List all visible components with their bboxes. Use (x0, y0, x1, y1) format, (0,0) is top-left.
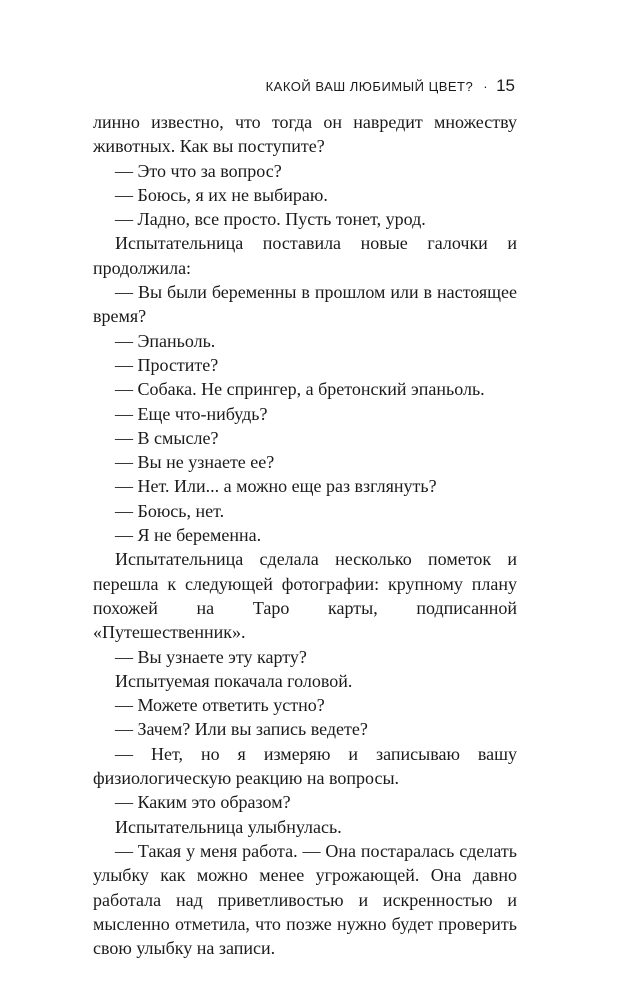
dialogue-line: — Эпаньоль. (115, 330, 216, 351)
paragraph-continuation: линно известно, что тогда он навредит множеству животных. Как вы поступите? (93, 112, 517, 157)
narrative-paragraph: Испытательница сделала несколько пометок и перешла к следующей фотографии: крупному плану похожей на Таро карты, подписанной «Путешественник». (93, 549, 517, 643)
running-header (266, 76, 515, 96)
page-number: 15 (496, 76, 515, 95)
narrative-paragraph: Испытуемая покачала головой. (115, 670, 353, 691)
dialogue-line: — Такая у меня работа. — Она постаралась сделать улыбку как можно менее угрожающей. Она давно работала над приветливостью и искренностью и мысленно отметила, что позже нужно будет проверить свою улыбку на записи. (93, 840, 517, 959)
dialogue-line: — Собака. Не спрингер, а бретонский эпаньоль. (115, 379, 485, 400)
narrative-paragraph: Испытательница улыбнулась. (115, 816, 342, 837)
narrative-paragraph: Испытательница поставила новые галочки и продолжила: (93, 233, 517, 278)
dialogue-line: — Нет, но я измеряю и записываю вашу физиологическую реакцию на вопросы. (93, 743, 517, 789)
dialogue-line: — В смысле? (115, 427, 219, 448)
dialogue-line: — Еще что-нибудь? (115, 403, 268, 424)
running-title: КАКОЙ ВАШ ЛЮБИМЫЙ ЦВЕТ? (265, 79, 474, 94)
dialogue-line: — Вы были беременны в прошлом или в настоящее время? (93, 282, 517, 327)
dialogue-line: — Ладно, все просто. Пусть тонет, урод. (115, 209, 426, 230)
dialogue-line: — Каким это образом? (115, 792, 291, 813)
dialogue-line: — Вы не узнаете ее? (115, 452, 275, 473)
header-separator: · (483, 79, 489, 94)
dialogue-line: — Боюсь, я их не выбираю. (115, 184, 328, 205)
dialogue-line: — Я не беременна. (115, 525, 262, 546)
dialogue-line: — Простите? (115, 354, 219, 375)
dialogue-line: — Это что за вопрос? (115, 160, 282, 181)
body-text (93, 110, 517, 960)
dialogue-line: — Вы узнаете эту карту? (115, 646, 307, 667)
dialogue-line: — Можете ответить устно? (115, 695, 325, 716)
dialogue-line: — Зачем? Или вы запись ведете? (115, 719, 368, 740)
dialogue-line: — Нет. Или... а можно еще раз взглянуть? (115, 476, 437, 497)
dialogue-line: — Боюсь, нет. (115, 500, 225, 521)
